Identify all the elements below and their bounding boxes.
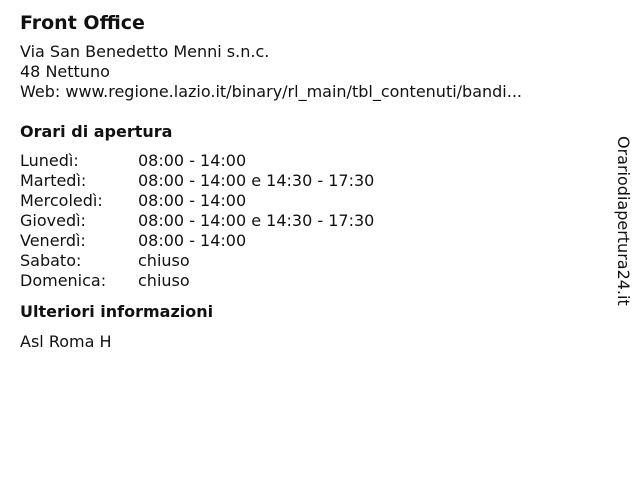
day-label: Lunedì:	[20, 151, 79, 170]
hours-row-wednesday	[20, 191, 605, 211]
day-label: Giovedì:	[20, 211, 86, 230]
day-label: Domenica:	[20, 271, 107, 290]
additional-info-text: Asl Roma H	[20, 332, 112, 351]
additional-info-heading: Ulteriori informazioni	[20, 302, 214, 321]
time-value: 08:00 - 14:00 e 14:30 - 17:30	[138, 211, 375, 230]
address-block	[20, 42, 605, 102]
page-title: Front Office	[20, 12, 145, 34]
site-watermark: Orariodiapertura24.it	[614, 136, 633, 306]
address-street: Via San Benedetto Menni s.n.c.	[20, 42, 270, 61]
day-label: Venerdì:	[20, 231, 86, 250]
office-card	[20, 10, 605, 352]
time-value: 08:00 - 14:00 e 14:30 - 17:30	[138, 171, 375, 190]
hours-row-thursday	[20, 211, 605, 231]
day-label: Sabato:	[20, 251, 82, 270]
opening-hours-heading: Orari di apertura	[20, 122, 173, 141]
day-label: Mercoledì:	[20, 191, 103, 210]
hours-row-monday	[20, 151, 605, 171]
time-value: chiuso	[138, 271, 190, 290]
hours-row-friday	[20, 231, 605, 251]
day-label: Martedì:	[20, 171, 87, 190]
time-value: 08:00 - 14:00	[138, 191, 247, 210]
hours-row-saturday	[20, 251, 605, 271]
time-value: 08:00 - 14:00	[138, 231, 247, 250]
opening-hours-table	[20, 151, 605, 291]
hours-row-tuesday	[20, 171, 605, 191]
time-value: chiuso	[138, 251, 190, 270]
time-value: 08:00 - 14:00	[138, 151, 247, 170]
website-link[interactable]: Web: www.regione.lazio.it/binary/rl_main/tbl_contenuti/bandi...	[20, 82, 523, 101]
address-city: 48 Nettuno	[20, 62, 110, 81]
hours-row-sunday	[20, 271, 605, 291]
